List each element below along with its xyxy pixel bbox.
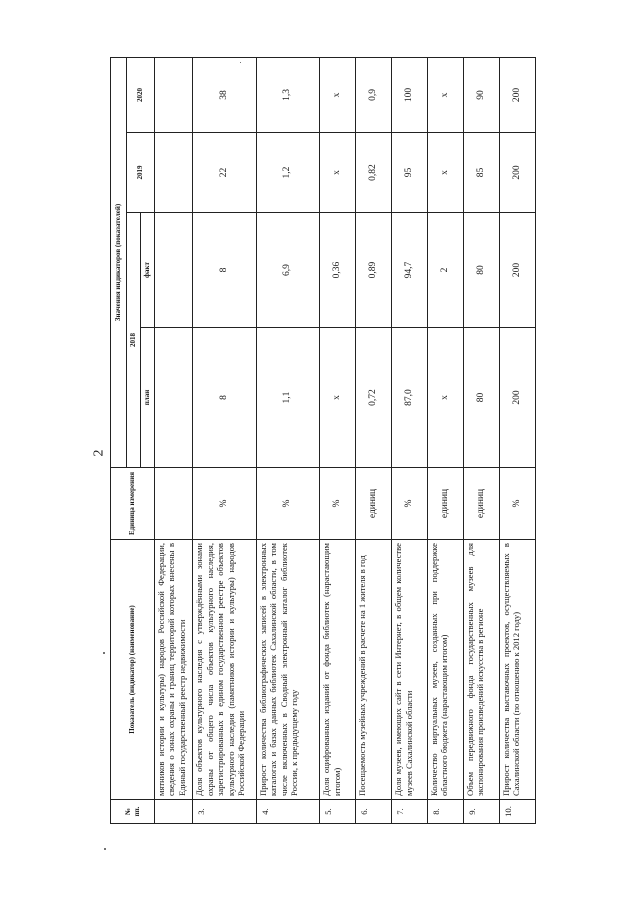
table-row <box>463 57 499 823</box>
row-unit: % <box>499 468 535 540</box>
row-value-2020: 0,9 <box>356 57 392 132</box>
row-value-2020: х <box>428 57 464 132</box>
row-value-2020: 200 <box>499 57 535 132</box>
row-value-2019: 1,2 <box>256 133 320 213</box>
row-plan-2018: х <box>320 328 356 468</box>
row-unit: единиц <box>463 468 499 540</box>
row-number: 4. <box>256 800 320 824</box>
header-unit: Единица измерения <box>111 468 155 540</box>
header-year-2020: 2020 <box>127 57 155 132</box>
header-plan: план <box>141 328 155 468</box>
row-value-2020 <box>155 57 193 132</box>
table-row <box>256 57 320 823</box>
row-fact-2018: 8 <box>193 213 257 328</box>
row-fact-2018: 6,9 <box>256 213 320 328</box>
row-plan-2018: 200 <box>499 328 535 468</box>
row-plan-2018: 1,1 <box>256 328 320 468</box>
row-plan-2018: 8 <box>193 328 257 468</box>
row-number: 6. <box>356 800 392 824</box>
header-indicator: Показатель (индикатор) (наименование) <box>111 540 155 800</box>
row-number: 10. <box>499 800 535 824</box>
row-number: 7. <box>392 800 428 824</box>
table-row <box>155 57 193 823</box>
row-plan-2018: 0,72 <box>356 328 392 468</box>
row-fact-2018: 2 <box>428 213 464 328</box>
header-values-group: Значения индикаторов (показателей) <box>111 57 127 467</box>
table-row <box>499 57 535 823</box>
row-indicator-name: Доля оцифрованных изданий от фонда библиотек (нарастающим итогом) <box>320 540 356 800</box>
row-number: 5. <box>320 800 356 824</box>
indicators-table <box>110 57 536 824</box>
row-fact-2018: 200 <box>499 213 535 328</box>
header-year-2018: 2018 <box>127 213 141 468</box>
row-indicator-name: Прирост количества библиографических записей в электронных каталогах и базах данных библиотек Сахалинской области, в том числе включенных в Сводный электронный каталог библиотек России, к предыдущему году <box>256 540 320 800</box>
row-unit: % <box>193 468 257 540</box>
header-year-2019: 2019 <box>127 133 155 213</box>
row-indicator-name: Доля объектов культурного наследия с утверждёнными зонами охраны от общего числа объектов культурного наследия, зарегистрированных в едином государственном реестре объектов культурного наследия (памятников истории и культуры) народов Российской Федерации <box>193 540 257 800</box>
scan-speck <box>103 652 105 654</box>
row-value-2019 <box>155 133 193 213</box>
row-fact-2018: 94,7 <box>392 213 428 328</box>
row-number: 8. <box>428 800 464 824</box>
row-value-2019: 0,82 <box>356 133 392 213</box>
row-indicator-name: Объем передвижного фонда государственных музеев для экспонирования произведений искусства в регионе <box>463 540 499 800</box>
row-indicator-name: Доля музеев, имеющих сайт в сети Интернет, в общем количестве музеев Сахалинской области <box>392 540 428 800</box>
row-value-2019: 200 <box>499 133 535 213</box>
row-number: 9. <box>463 800 499 824</box>
indicators-table-wrap <box>110 58 536 824</box>
rotated-table-container <box>110 58 536 824</box>
row-fact-2018: 80 <box>463 213 499 328</box>
row-plan-2018 <box>155 328 193 468</box>
row-value-2020: 100 <box>392 57 428 132</box>
row-value-2019: 95 <box>392 133 428 213</box>
row-unit: единиц <box>356 468 392 540</box>
row-plan-2018: х <box>428 328 464 468</box>
table-row <box>356 57 392 823</box>
table-row <box>392 57 428 823</box>
page-number: 2 <box>91 449 107 457</box>
row-indicator-name: Количество виртуальных музеев, созданных при поддержке областного бюджета (нарастающим итогом) <box>428 540 464 800</box>
row-fact-2018: 0,89 <box>356 213 392 328</box>
row-unit: единиц <box>428 468 464 540</box>
row-unit: % <box>256 468 320 540</box>
row-value-2019: 85 <box>463 133 499 213</box>
row-plan-2018: 87,0 <box>392 328 428 468</box>
row-plan-2018: 80 <box>463 328 499 468</box>
row-unit <box>155 468 193 540</box>
row-indicator-name: мятников истории и культуры) народов Российской Федерации, сведения о зонах охраны и границ территорий которых внесены в Единый государственный реестр недвижимости <box>155 540 193 800</box>
table-row <box>428 57 464 823</box>
row-fact-2018: 0,36 <box>320 213 356 328</box>
row-value-2019: 22 <box>193 133 257 213</box>
header-fact: факт <box>141 213 155 328</box>
row-value-2020: х <box>320 57 356 132</box>
row-unit: % <box>392 468 428 540</box>
row-number: 3. <box>193 800 257 824</box>
header-num: № пп. <box>111 800 155 824</box>
table-row <box>193 57 257 823</box>
row-number <box>155 800 193 824</box>
table-row <box>320 57 356 823</box>
row-value-2020: 1,3 <box>256 57 320 132</box>
scan-speck <box>104 848 106 850</box>
row-value-2020: 38 <box>193 57 257 132</box>
row-value-2019: х <box>428 133 464 213</box>
row-value-2019: х <box>320 133 356 213</box>
row-indicator-name: Посещаемость музейных учреждений в расчете на 1 жителя в год <box>356 540 392 800</box>
row-value-2020: 90 <box>463 57 499 132</box>
row-unit: % <box>320 468 356 540</box>
row-fact-2018 <box>155 213 193 328</box>
row-indicator-name: Прирост количества выставочных проектов, осуществляемых в Сахалинской области (по отношению к 2012 году) <box>499 540 535 800</box>
